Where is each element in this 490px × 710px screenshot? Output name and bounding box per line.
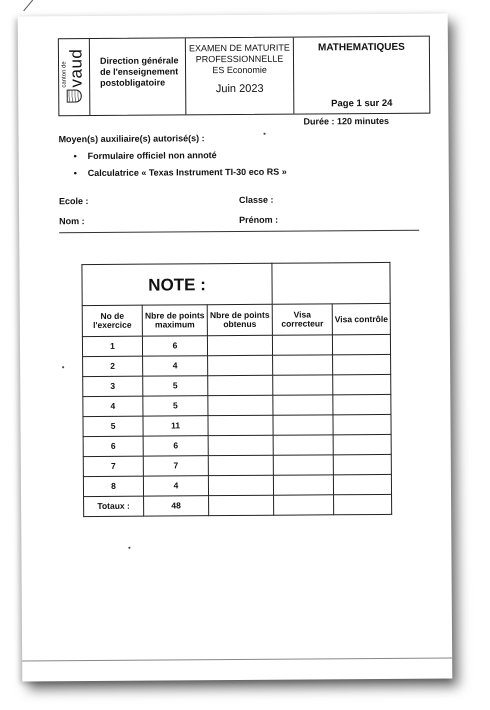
table-row — [83, 394, 391, 416]
page-number: Page 1 sur 24 — [331, 97, 393, 110]
exam-title-line2: PROFESSIONNELLE — [195, 53, 284, 65]
table-row — [83, 414, 391, 436]
auxiliary-item-label: Calculatrice « Texas Instrument TI-30 eco RS » — [87, 166, 287, 179]
visa-controle — [333, 394, 391, 414]
visa-controle — [333, 434, 391, 454]
exercise-number: 1 — [82, 336, 142, 356]
max-points: 5 — [143, 376, 208, 396]
table-row — [83, 434, 391, 456]
table-row — [83, 454, 391, 476]
exercise-number: 6 — [83, 436, 143, 456]
column-header: Nbre de points obtenus — [207, 304, 272, 335]
points-obtained — [207, 335, 272, 355]
table-row — [82, 334, 390, 356]
pen-mark — [23, 0, 38, 11]
max-points: 11 — [143, 416, 208, 436]
visa-controle — [333, 474, 391, 494]
ecole-field: Ecole : — [58, 196, 89, 207]
subject-box — [294, 37, 430, 114]
bullet-icon: • — [73, 168, 77, 179]
total-visa-correcteur — [274, 495, 334, 515]
points-obtained — [208, 375, 273, 395]
prenom-field: Prénom : — [239, 214, 279, 225]
exercise-number: 8 — [83, 476, 143, 496]
note-title: NOTE : — [82, 263, 272, 305]
column-header: Visa correcteur — [272, 304, 332, 335]
visa-correcteur — [273, 415, 333, 435]
max-points: 6 — [143, 436, 208, 456]
logo-vaud: vaud — [66, 48, 86, 88]
exam-header — [58, 36, 431, 117]
bullet-icon: • — [73, 151, 77, 162]
exercise-number: 7 — [83, 456, 143, 476]
note-value-cell — [272, 262, 390, 304]
auxiliary-item-label: Formulaire officiel non annoté — [87, 150, 217, 162]
points-obtained — [208, 475, 273, 495]
visa-controle — [332, 334, 390, 354]
visa-correcteur — [273, 375, 333, 395]
exam-page — [18, 14, 453, 682]
table-row — [83, 474, 391, 496]
auxiliaries-title: Moyen(s) auxiliaire(s) autorisé(s) : — [58, 133, 205, 145]
max-points: 6 — [142, 336, 207, 356]
subject-title: MATHEMATIQUES — [317, 41, 405, 54]
max-points: 5 — [143, 396, 208, 416]
exam-title-line3: ES Economie — [212, 64, 267, 76]
points-obtained — [208, 435, 273, 455]
totals-label: Totaux : — [84, 496, 144, 516]
footer-line — [22, 657, 452, 661]
exam-title-line1: EXAMEN DE MATURITE — [188, 42, 290, 54]
exercise-number: 2 — [83, 356, 143, 376]
logo-canton-de: canton de — [61, 61, 68, 88]
classe-field: Classe : — [238, 194, 274, 205]
paper-speck — [62, 366, 64, 368]
visa-controle — [333, 354, 391, 374]
table-row — [83, 374, 391, 396]
column-header: Nbre de points maximum — [142, 305, 207, 336]
paper-speck — [264, 133, 266, 135]
auxiliary-item — [74, 167, 287, 178]
exercise-number: 3 — [83, 376, 143, 396]
points-obtained — [208, 355, 273, 375]
paper-speck — [128, 547, 130, 549]
visa-controle — [333, 414, 391, 434]
totals-row — [84, 494, 392, 516]
auxiliaries-list — [74, 150, 287, 185]
visa-correcteur — [273, 355, 333, 375]
visa-controle — [333, 374, 391, 394]
total-max-points: 48 — [144, 496, 209, 516]
canton-vaud-logo — [59, 39, 91, 115]
visa-correcteur — [273, 395, 333, 415]
exercise-number: 5 — [83, 416, 143, 436]
exam-date: Juin 2023 — [215, 82, 264, 96]
grade-table — [81, 262, 392, 517]
visa-correcteur — [273, 435, 333, 455]
column-header: Visa contrôle — [332, 303, 390, 334]
column-header: No de l'exercice — [82, 305, 142, 336]
divider — [59, 230, 419, 234]
visa-correcteur — [273, 455, 333, 475]
total-points-obtained — [209, 495, 274, 515]
exam-title — [186, 38, 295, 115]
exercise-number: 4 — [83, 396, 143, 416]
max-points: 7 — [143, 456, 208, 476]
auxiliary-item — [74, 150, 287, 161]
table-row — [83, 354, 391, 376]
points-obtained — [208, 395, 273, 415]
nom-field: Nom : — [59, 216, 85, 227]
duration: Durée : 120 minutes — [303, 115, 389, 127]
direction-generale: Direction générale de l'enseignement postobligatoire — [90, 38, 187, 115]
points-obtained — [208, 455, 273, 475]
total-visa-controle — [334, 494, 392, 514]
visa-controle — [333, 454, 391, 474]
logo-shield-icon — [67, 90, 82, 103]
visa-correcteur — [272, 335, 332, 355]
points-obtained — [208, 415, 273, 435]
max-points: 4 — [143, 356, 208, 376]
visa-correcteur — [273, 475, 333, 495]
max-points: 4 — [143, 476, 208, 496]
